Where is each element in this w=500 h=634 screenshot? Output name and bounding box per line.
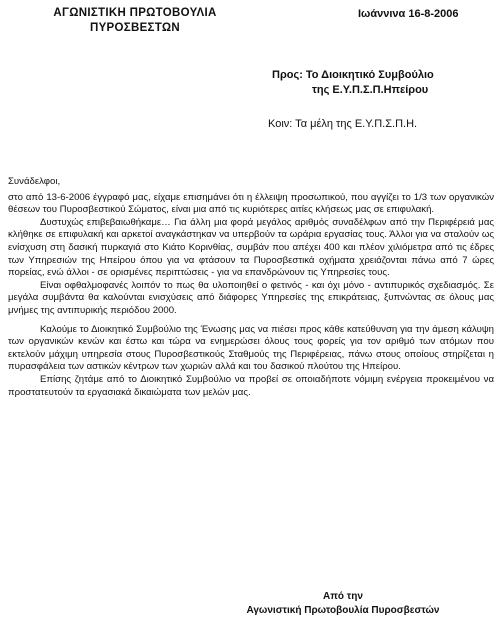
signature-line2: Αγωνιστική Πρωτοβουλία Πυροσβεστών <box>246 605 440 616</box>
salutation: Συνάδελφοι, <box>8 176 61 187</box>
letter-body <box>8 176 494 399</box>
paragraph-5: Επίσης ζητάμε από το Διοικητικό Συμβούλιο να προβεί σε οποιαδήποτε νόμιμη ενέργεια προκειμένου να προστατευτούν τα εργασιακά δικαιώματα των μελών μας. <box>8 373 494 398</box>
sender-org-line2: ΠΥΡΟΣΒΕΣΤΩΝ <box>89 22 180 34</box>
cc-line: Κοιν: Τα μέλη της Ε.Υ.Π.Σ.Π.Η. <box>268 118 418 130</box>
letter-date: Ιωάννινα 16-8-2006 <box>358 8 459 20</box>
signature-block <box>228 590 458 618</box>
signature-line1: Από την <box>323 591 363 602</box>
recipient-line1: Προς: Το Διοικητικό Συμβούλιο <box>272 69 434 81</box>
recipient-block <box>272 68 434 98</box>
paragraph-1: στο από 13-6-2006 έγγραφό μας, είχαμε επισημάνει ότι η έλλειψη προσωπικού, που αγγίζει το 1/3 των οργανικών θέσεων του Πυροσβεστικού Σώματος, είναι μια από τις κυριότερες αιτίες κλήσεως μας σε επιφυλακή. <box>8 191 494 216</box>
sender-org-line1: ΑΓΩΝΙΣΤΙΚΗ ΠΡΩΤΟΒΟΥΛΙΑ <box>53 7 217 19</box>
paragraph-4: Καλούμε το Διοικητικό Συμβούλιο της Ένωσης μας να πιέσει προς κάθε κατεύθυνση για την άμεση κάλυψη των οργανικών κενών και έστω και τώρα να ενημερώσει όλους τους φορείς για τον αριθμό των ατόμων που εκτελούν μάχιμη υπηρεσία στους Πυροσβεστικούς Σταθμούς της Περιφέρειας, πάνω στους οποίους στηρίζεται η πυρασφάλεια των αστικών κέντρων των χωριών αλλά και του δασικού πλούτου της Ηπείρου. <box>8 323 494 373</box>
paragraph-2: Δυστυχώς επιβεβαιωθήκαμε… Για άλλη μια φορά μεγάλος αριθμός συναδέλφων από την Περιφέρειά μας κλήθηκε σε επιφυλακή και αρκετοί αναγκάστηκαν να υπερβούν τα ωράρια εργασίας τους. Άλλοι για να σταλούν ως ενίσχυση στη δασική πυρκαγιά στο Κιάτο Κορινθίας, συμβάν που απέχει 400 και πλέον χιλιόμετρα από τις έδρες των Υπηρεσιών της Ηπείρου όπου για να φτάσουν τα Πυροσβεστικά οχήματα χρειάζονται πάνω από 7 ώρες πορείας, ενώ άλλοι - σε ορισμένες περιπτώσεις - για να επανδρώνουν τις Υπηρεσίες τους. <box>8 216 494 279</box>
sender-organization <box>20 6 250 36</box>
recipient-line2: της Ε.Υ.Π.Σ.Π.Ηπείρου <box>312 84 429 96</box>
paragraph-3: Είναι οφθαλμοφανές λοιπόν το πως θα υλοποιηθεί ο φετινός - και όχι μόνο - αντιπυρικός σχεδιασμός. Σε μεγάλα συμβάντα θα καλούνται ενισχύσεις από διάφορες Υπηρεσίες της επικράτειας, ξυπνώντας σε όλους μας μνήμες της αντιπυρικής περιόδου 2000. <box>8 279 494 316</box>
